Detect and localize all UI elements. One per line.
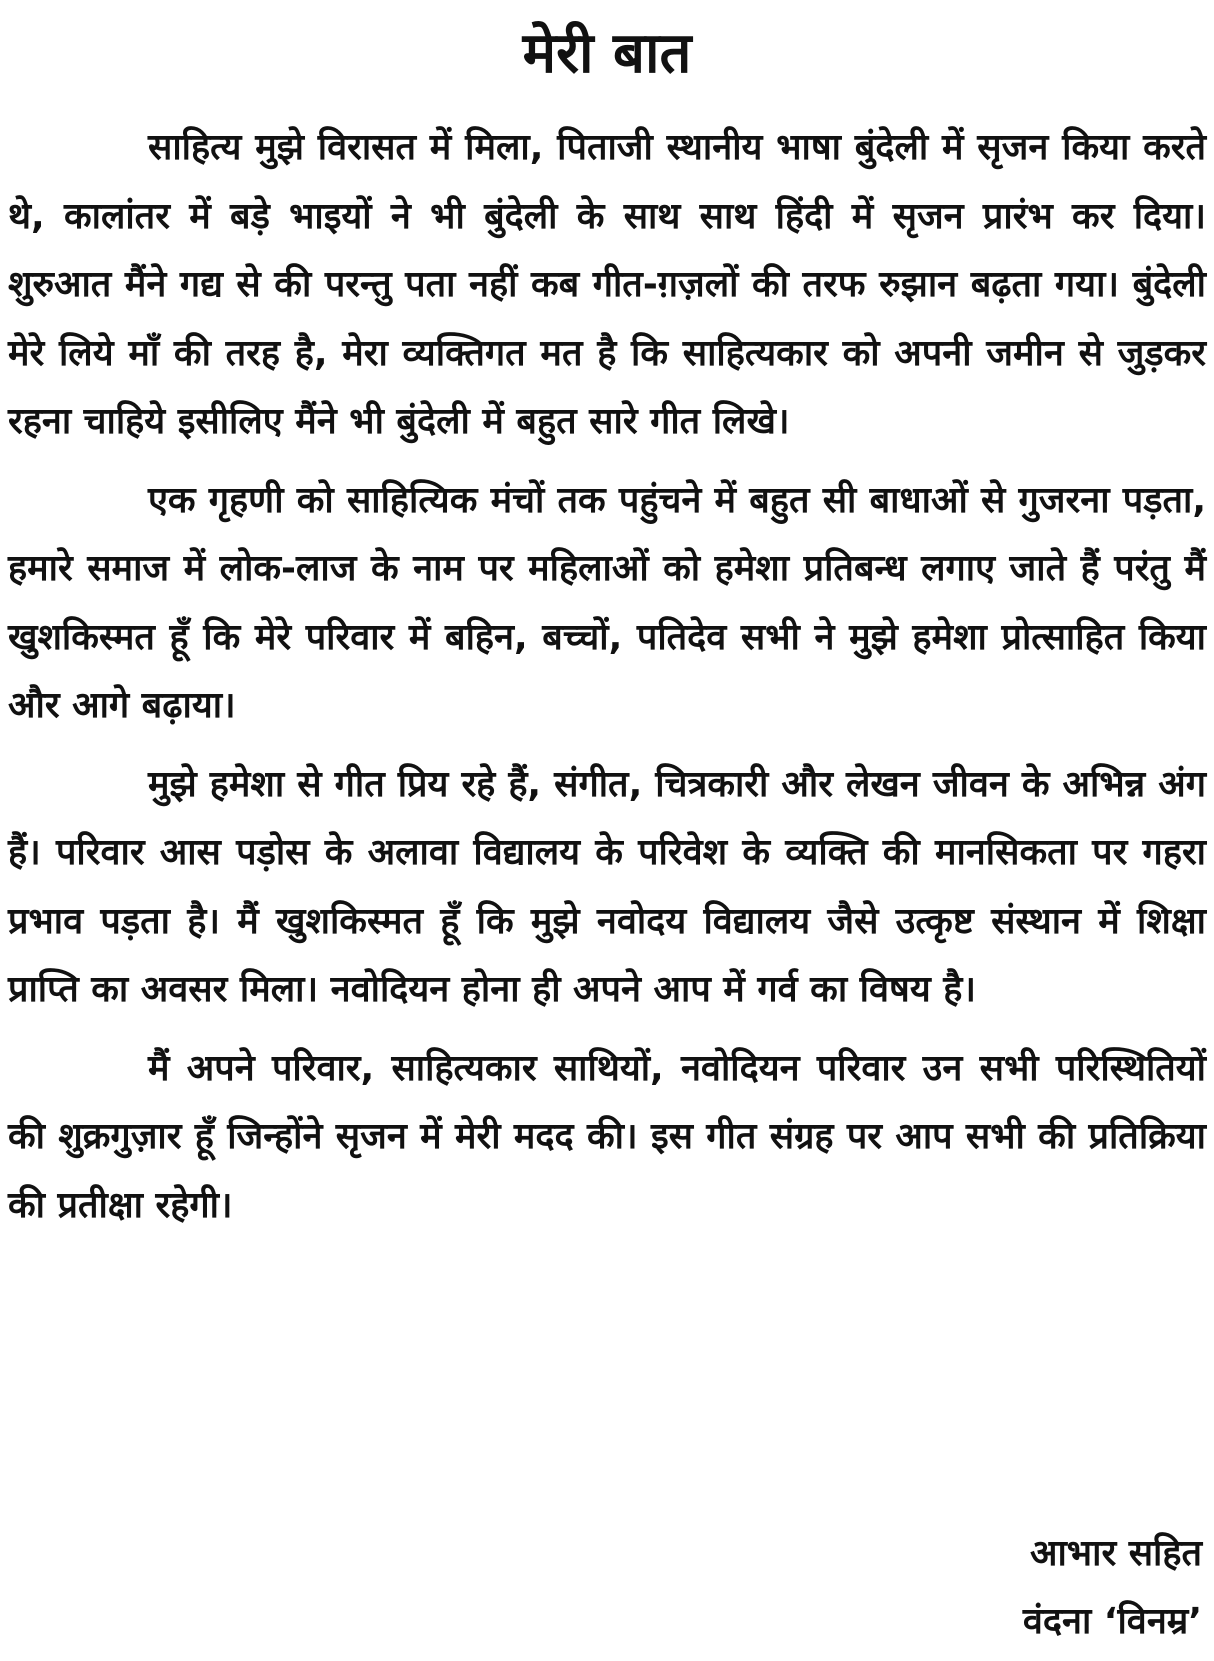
author-name: वंदना ‘विनम्र’ [1022,1601,1202,1642]
closing-line: आभार सहित [1030,1533,1202,1574]
paragraph-2: एक गृहणी को साहित्यिक मंचों तक पहुंचने में बहुत सी बाधाओं से गुजरना पड़ता, हमारे समाज में लोक-लाज के नाम पर महिलाओं को हमेशा प्रतिबन्ध लगाए जाते हैं परंतु मैं खुशकिस्मत हूँ कि मेरे परिवार में बहिन, बच्चों, पतिदेव सभी ने मुझे हमेशा प्रोत्साहित किया और आगे बढ़ाया। [8,479,1206,726]
page-title: मेरी बात [522,21,692,86]
paragraph-1: साहित्य मुझे विरासत में मिला, पिताजी स्थानीय भाषा बुंदेली में सृजन किया करते थे, कालांतर में बड़े भाइयों ने भी बुंदेली के साथ साथ हिंदी में सृजन प्रारंभ कर दिया। शुरुआत मैंने गद्य से की परन्तु पता नहीं कब गीत-ग़ज़लों की तरफ रुझान बढ़ता गया। बुंदेली मेरे लिये माँ की तरह है, मेरा व्यक्तिगत मत है कि साहित्यकार को अपनी जमीन से जुड़कर रहना चाहिये इसीलिए मैंने भी बुंदेली में बहुत सारे गीत लिखे। [8,127,1206,442]
paragraph-3: मुझे हमेशा से गीत प्रिय रहे हैं, संगीत, चित्रकारी और लेखन जीवन के अभिन्न अंग हैं। परिवार आस पड़ोस के अलावा विद्यालय के परिवेश के व्यक्ति की मानसिकता पर गहरा प्रभाव पड़ता है। मैं खुशकिस्मत हूँ कि मुझे नवोदय विद्यालय जैसे उत्कृष्ट संस्थान में शिक्षा प्राप्ति का अवसर मिला। नवोदियन होना ही अपने आप में गर्व का विषय है। [8,763,1206,1010]
signoff-block [1023,1520,1202,1656]
paragraph-4: मैं अपने परिवार, साहित्यकार साथियों, नवोदियन परिवार उन सभी परिस्थितियों की शुक्रगुज़ार हूँ जिन्होंने सृजन में मेरी मदद की। इस गीत संग्रह पर आप सभी की प्रतिक्रिया की प्रतीक्षा रहेगी। [8,1047,1206,1226]
